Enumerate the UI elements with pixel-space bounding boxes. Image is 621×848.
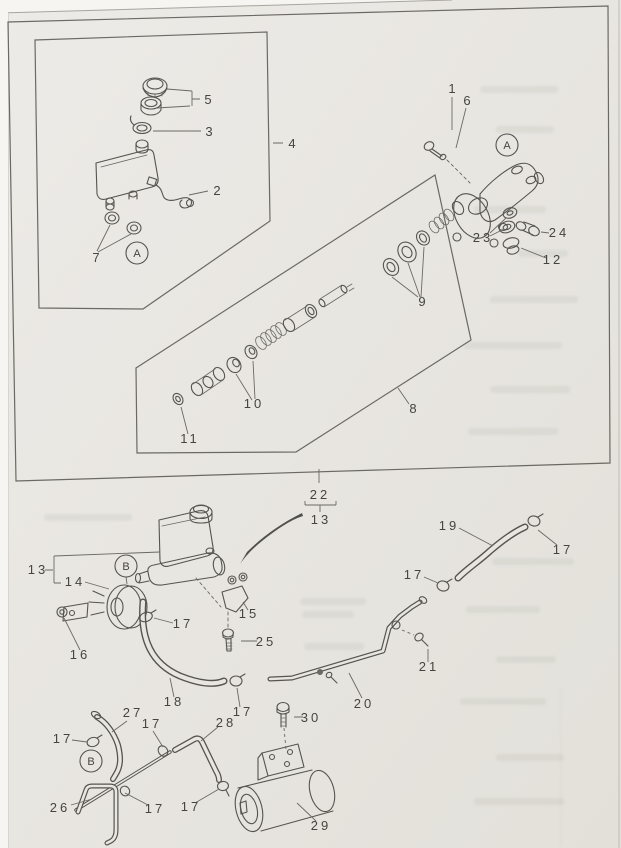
- part-callout-26: 26: [49, 800, 71, 815]
- part-callout-17: 17: [403, 567, 425, 582]
- part-callout-21: 21: [418, 659, 440, 674]
- part-callout-3: 3: [205, 124, 213, 139]
- part-callout-A: A: [503, 140, 511, 152]
- part-callout-14: 14: [64, 574, 86, 589]
- part-callout-1: 1: [448, 81, 456, 96]
- part-callout-18: 18: [163, 694, 185, 709]
- part-callout-7: 7: [92, 250, 100, 265]
- part-callout-10: 10: [243, 396, 265, 411]
- part-callout-20: 20: [353, 696, 375, 711]
- part-callout-15: 15: [238, 606, 260, 621]
- part-callout-23: 23: [472, 230, 494, 245]
- part-callout-2: 2: [213, 183, 221, 198]
- part-callout-24: 24: [548, 225, 570, 240]
- part-callout-11: 11: [180, 431, 200, 446]
- part-callout-17: 17: [232, 704, 254, 719]
- part-callout-12: 12: [542, 252, 564, 267]
- part-callout-19: 19: [438, 518, 460, 533]
- part-callout-27: 27: [122, 705, 144, 720]
- part-callout-29: 29: [310, 818, 332, 833]
- part-callout-28: 28: [215, 715, 237, 730]
- part-callout-4: 4: [288, 136, 296, 151]
- part-callout-13: 13: [310, 512, 332, 527]
- part-callout-16: 16: [69, 647, 91, 662]
- part-callout-6: 6: [463, 93, 471, 108]
- part-callout-30: 30: [300, 710, 322, 725]
- part-callout-17: 17: [141, 716, 163, 731]
- part-callout-B: B: [87, 756, 95, 768]
- part-callout-17: 17: [180, 799, 202, 814]
- part-callout-13: 13: [27, 562, 49, 577]
- part-callout-8: 8: [409, 401, 417, 416]
- part-callout-17: 17: [52, 731, 74, 746]
- part-callout-17: 17: [552, 542, 574, 557]
- part-callout-22: 22: [309, 487, 331, 502]
- part-callout-25: 25: [255, 634, 277, 649]
- part-callout-B: B: [122, 561, 130, 573]
- part-callout-9: 9: [418, 294, 426, 309]
- part-callout-A: A: [133, 248, 141, 260]
- part-callout-17: 17: [172, 616, 194, 631]
- part-callout-5: 5: [204, 92, 212, 107]
- part-callout-17: 17: [144, 801, 166, 816]
